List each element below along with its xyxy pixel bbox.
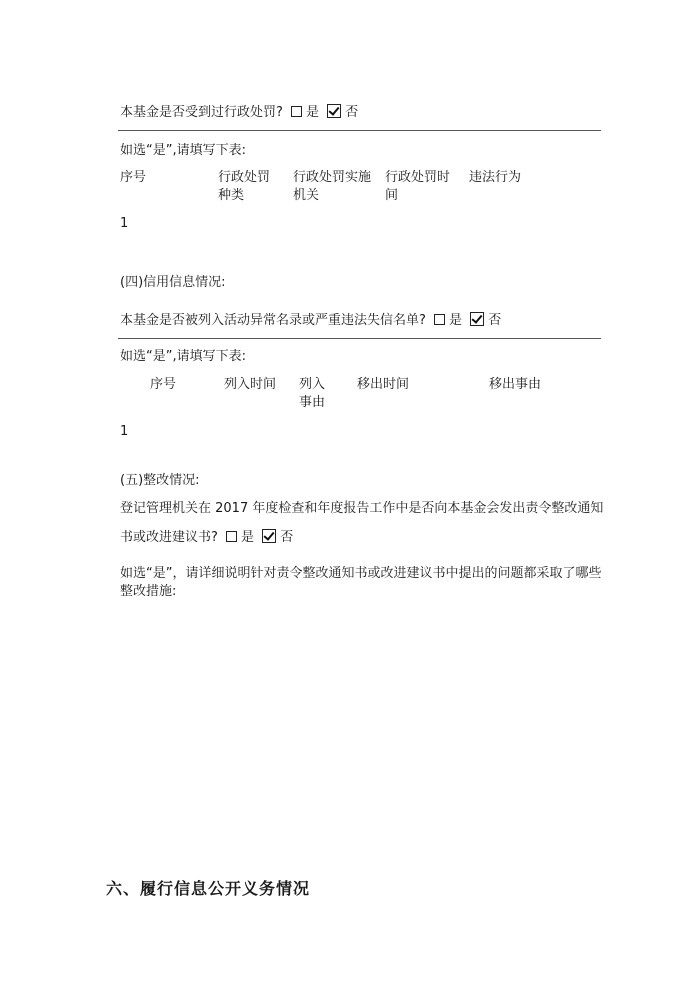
table-header-cell: 违法行为	[469, 170, 522, 185]
admin-penalty-yes-checkbox[interactable]	[291, 106, 302, 117]
credit-no-checkbox[interactable]	[470, 312, 484, 326]
table-header-cell: 移出事由	[489, 377, 542, 392]
table-header-cell: 移出时间	[357, 377, 410, 392]
rectification-no-checkbox[interactable]	[262, 529, 276, 543]
table-header-cell: 行政处罚 种类	[218, 170, 271, 203]
admin-penalty-fill-note: 如选“是”,请填写下表:	[120, 143, 246, 158]
admin-penalty-no-label: 否	[345, 105, 359, 120]
admin-penalty-question-row	[120, 104, 358, 122]
credit-no-label: 否	[488, 313, 502, 328]
credit-fill-note: 如选“是”,请填写下表:	[120, 349, 246, 364]
table-header-cell: 序号	[150, 377, 177, 392]
credit-yes-checkbox[interactable]	[434, 314, 445, 325]
table-header-cell: 行政处罚时 间	[385, 170, 451, 203]
checkmark-icon	[264, 529, 275, 541]
divider	[118, 338, 601, 339]
section-six-title: 六、履行信息公开义务情况	[106, 879, 311, 898]
rectification-question-line2: 书或改进建议书?	[120, 530, 218, 545]
table-header-cell: 列入 事由	[299, 377, 326, 410]
divider	[118, 130, 601, 131]
checkmark-icon	[472, 312, 483, 324]
admin-penalty-no-checkbox[interactable]	[327, 104, 341, 118]
credit-question-row	[120, 312, 501, 330]
credit-heading: (四)信用信息情况:	[120, 275, 226, 290]
checkmark-icon	[329, 104, 340, 116]
credit-yes-label: 是	[449, 313, 463, 328]
table-header-cell: 列入时间	[224, 377, 277, 392]
table-cell: 1	[120, 424, 129, 439]
rectification-yes-checkbox[interactable]	[226, 531, 237, 542]
admin-penalty-yes-label: 是	[306, 105, 320, 120]
rectification-followup-line2: 整改措施:	[120, 584, 177, 599]
rectification-question-row	[120, 529, 293, 547]
table-header-cell: 行政处罚实施 机关	[293, 170, 372, 203]
rectification-no-label: 否	[280, 530, 294, 545]
rectification-yes-label: 是	[241, 530, 255, 545]
table-header-cell: 序号	[120, 170, 147, 185]
table-cell: 1	[120, 216, 129, 231]
rectification-followup-line1: 如选“是”，请详细说明针对责令整改通知书或改进建议书中提出的问题都采取了哪些	[120, 566, 602, 581]
admin-penalty-question: 本基金是否受到过行政处罚?	[120, 105, 283, 120]
credit-question: 本基金是否被列入活动异常名录或严重违法失信名单?	[120, 313, 426, 328]
rectification-question-line1: 登记管理机关在 2017 年度检查和年度报告工作中是否向本基金会发出责令整改通知	[120, 501, 604, 516]
rectification-heading: (五)整改情况:	[120, 473, 200, 488]
